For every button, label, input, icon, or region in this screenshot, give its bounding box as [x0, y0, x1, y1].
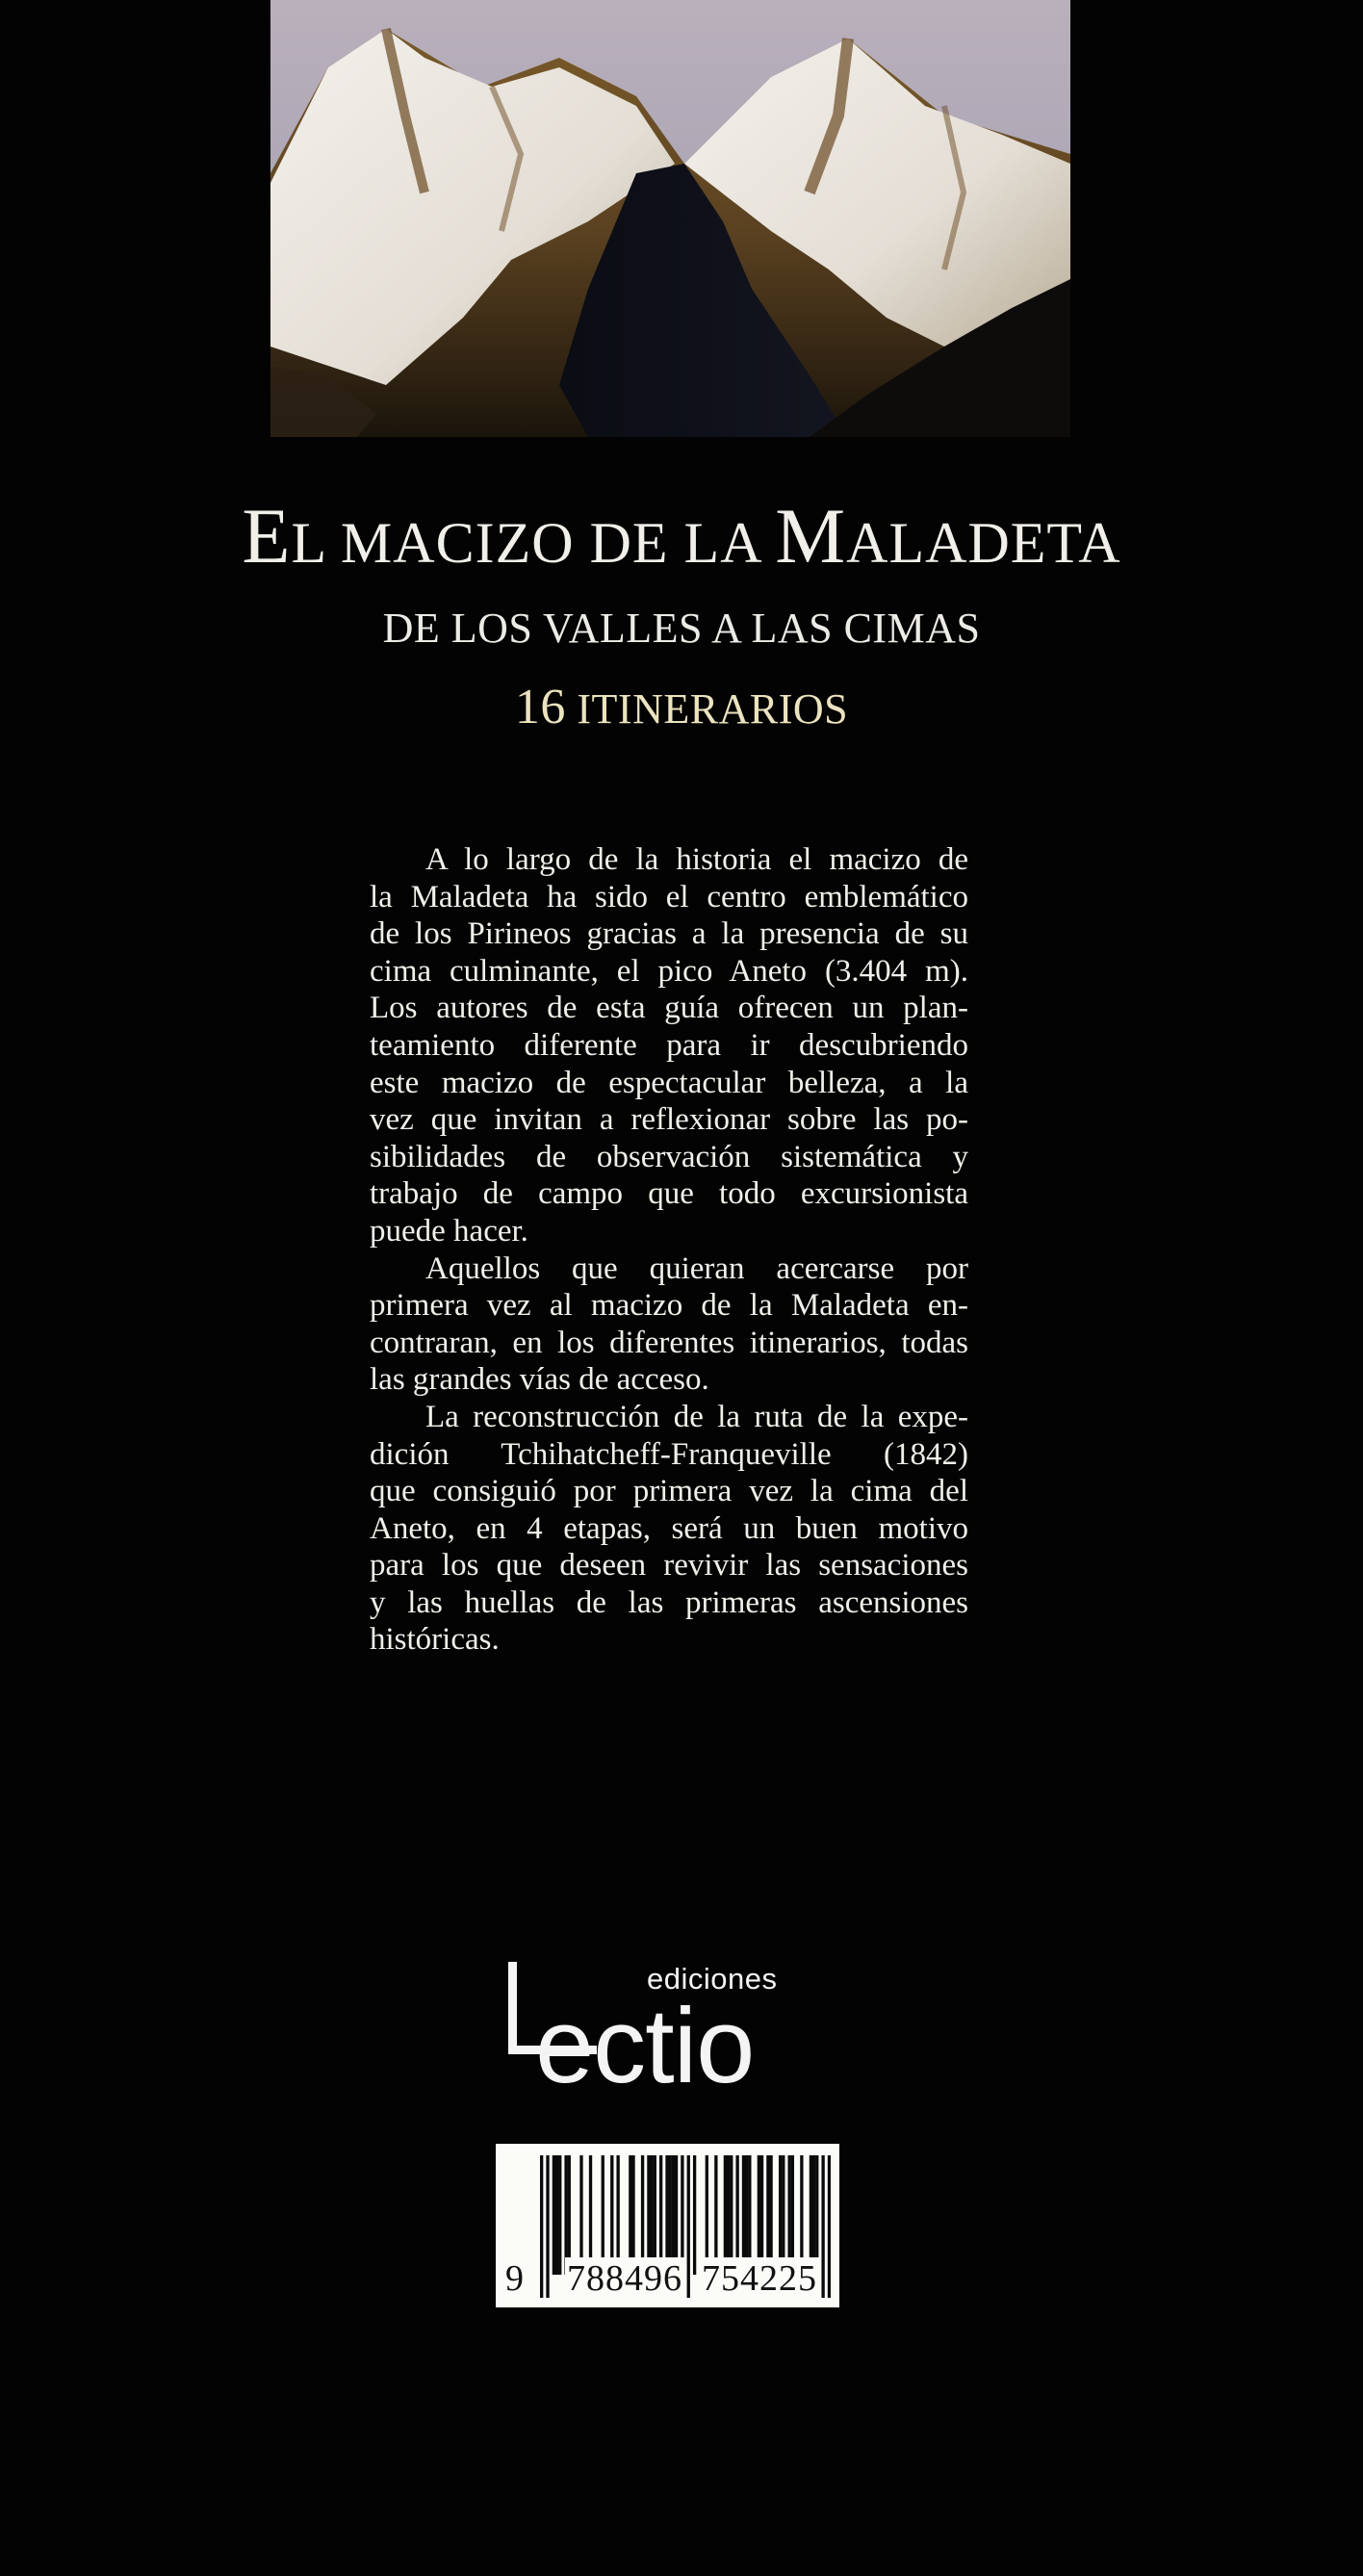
- cover-photo: [270, 0, 1070, 437]
- blurb-line: teamiento diferente para ir descubriendo: [370, 1027, 968, 1063]
- back-cover-blurb: [370, 841, 968, 1659]
- barcode-first-digit: 9: [505, 2258, 524, 2299]
- blurb-line: primera vez al macizo de la Maladeta en-: [370, 1288, 968, 1324]
- blurb-line: contraran, en los diferentes itinerarios, todas: [370, 1325, 968, 1360]
- blurb-line: La reconstrucción de la ruta de la expe-: [425, 1399, 968, 1434]
- book-subtitle: DE LOS VALLES A LAS CIMAS: [382, 605, 981, 652]
- title-cap-e: E: [242, 492, 292, 580]
- blurb-line: para los que deseen revivir las sensaciones: [370, 1548, 968, 1584]
- publisher-logo: [501, 1954, 809, 2105]
- blurb-line: puede hacer.: [370, 1213, 528, 1249]
- blurb-line: A lo largo de la historia el macizo de: [425, 842, 968, 877]
- blurb-line: Aquellos que quieran acercarse por: [425, 1250, 968, 1286]
- blurb-line: este macizo de espectacular belleza, a la: [370, 1065, 968, 1100]
- blurb-line: cima culminante, el pico Aneto (3.404 m).: [370, 953, 968, 989]
- blurb-line: la Maladeta ha sido el centro emblemático: [370, 879, 968, 914]
- itineraries-line: [0, 680, 1363, 734]
- itineraries-label: ITINERARIOS: [577, 685, 849, 733]
- isbn-barcode: [496, 2144, 839, 2307]
- blurb-line: que consiguió por primera vez la cima del: [370, 1474, 968, 1509]
- mountain-photo-illustration: [270, 0, 1070, 437]
- barcode-digits-right: 754225: [702, 2258, 817, 2299]
- blurb-line: las grandes vías de acceso.: [370, 1362, 709, 1398]
- barcode-digits-left: 788496: [567, 2258, 682, 2299]
- blurb-line: vez que invitan a reflexionar sobre las po-: [370, 1102, 968, 1138]
- logo-l-stem: [508, 1962, 517, 2054]
- blurb-line: y las huellas de las primeras ascensiones: [370, 1584, 968, 1620]
- blurb-line: históricas.: [370, 1622, 500, 1658]
- blurb-line: Aneto, en 4 etapas, será un buen motivo: [370, 1510, 968, 1546]
- blurb-line: Los autores de esta guía ofrecen un plan-: [370, 991, 968, 1026]
- book-title: [0, 493, 1363, 586]
- itineraries-count: 16: [514, 680, 566, 734]
- title-smallcaps-2: ALADETA: [846, 511, 1121, 575]
- publisher-name: ectio: [535, 1987, 755, 2105]
- blurb-line: de los Pirineos gracias a la presencia de su: [370, 916, 968, 952]
- publisher-ediciones: ediciones: [647, 1962, 778, 1996]
- title-smallcaps-1: L MACIZO DE LA: [291, 511, 776, 575]
- blurb-line: sibilidades de observación sistemática y: [370, 1139, 968, 1174]
- title-cap-m: M: [775, 492, 847, 580]
- blurb-line: dición Tchihatcheff-Franqueville (1842): [370, 1436, 968, 1472]
- blurb-line: trabajo de campo que todo excursionista: [370, 1176, 968, 1212]
